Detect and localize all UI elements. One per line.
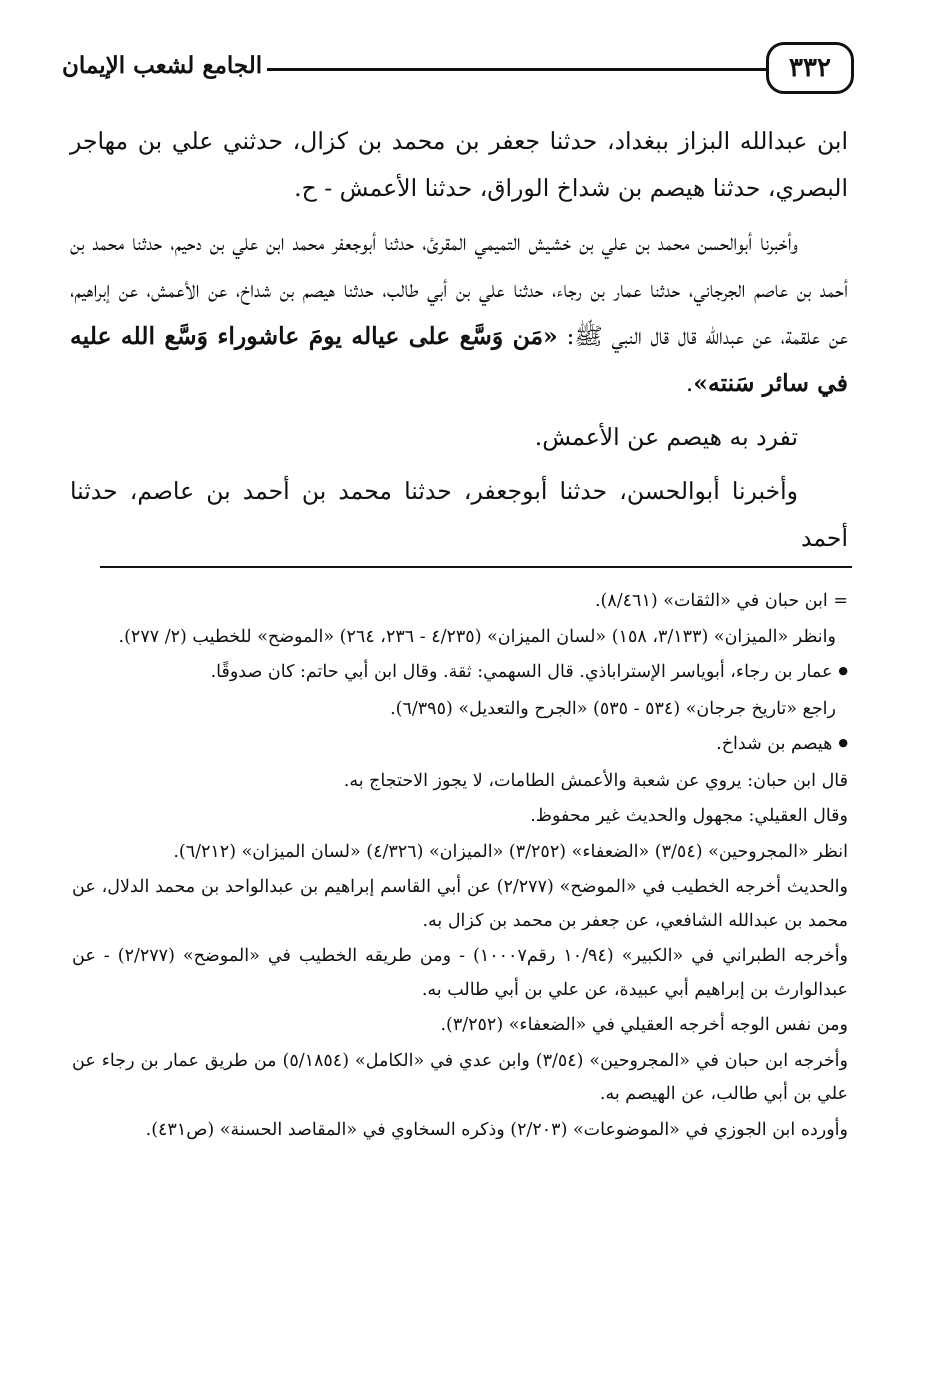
footnote-line: وأخرجه الطبراني في «الكبير» (١٠/٩٤ رقم١٠٠٠٧) - ومن طريقه الخطيب في «الموضح» (٢/٢٧٧) - عن عبدالوارث بن إبراهيم أبي عبيدة، عن علي بن أبي طالب به.	[72, 946, 849, 1000]
paragraph-1: ابن عبدالله البزاز ببغداد، حدثنا جعفر بن محمد بن كزال، حدثني علي بن مهاجر البصري، حدثنا هيصم بن شداخ الوراق، حدثنا الأعمش - ح.	[70, 127, 848, 202]
footnote-line: والحديث أخرجه الخطيب في «الموضح» (٢/٢٧٧) عن أبي القاسم إبراهيم بن عبدالواحد بن محمد الدلال، عن محمد بن عبدالله الشافعي، عن جعفر بن محمد بن كزال به.	[72, 877, 848, 931]
footnote-bullet-item: ● هيصم بن شداخ.	[72, 728, 848, 763]
paragraph-4: وأخبرنا أبوالحسن، حدثنا أبوجعفر، حدثنا محمد بن أحمد بن عاصم، حدثنا أحمد	[70, 477, 848, 552]
footnote-line: قال ابن حبان: يروي عن شعبة والأعمش الطامات، لا يجوز الاحتجاج به.	[343, 770, 848, 791]
header-rule	[267, 68, 766, 71]
main-text	[70, 118, 848, 569]
page-header	[62, 42, 854, 98]
paragraph-3: تفرد به هيصم عن الأعمش.	[534, 423, 798, 451]
footnote-line: انظر «المجروحين» (٣/٥٤) «الضعفاء» (٣/٢٥٢) «الميزان» (٤/٣٢٦) «لسان الميزان» (٦/٢١٢).	[173, 841, 848, 862]
hadith-quote: «مَن وَسَّع على عياله يومَ عاشوراء وَسَّع الله عليه في سائر سَنته»	[70, 322, 848, 397]
paragraph-2	[70, 219, 848, 407]
footnote-line: راجع «تاريخ جرجان» (٥٣٤ - ٥٣٥) «الجرح والتعديل» (٦/٣٩٥).	[390, 698, 836, 719]
page-number: ٣٣٢	[766, 42, 854, 94]
footnote-line: = ابن حبان في «الثقات» (٨/٤٦١).	[72, 585, 848, 619]
paragraph-2-end: .	[685, 369, 694, 397]
footnotes	[72, 585, 848, 1149]
running-title: الجامع لشعب الإيمان	[62, 52, 263, 79]
footnote-line: وأخرجه ابن حبان في «المجروحين» (٣/٥٤) وابن عدي في «الكامل» (٥/١٨٥٤) من طريق عمار بن رجاء عن علي بن أبي طالب، عن الهيصم به.	[72, 1050, 848, 1104]
footnote-line: وأورده ابن الجوزي في «الموضوعات» (٢/٢٠٣) وذكره السخاوي في «المقاصد الحسنة» (ص٤٣١).	[145, 1119, 848, 1140]
footnote-bullet-item: ● عمار بن رجاء، أبوياسر الإستراباذي. قال السهمي: ثقة. وقال ابن أبي حاتم: كان صدوقًا.	[72, 656, 848, 691]
isnad-text: وأخبرنا أبوالحسن محمد بن علي بن خشيش التميمي المقرئ، حدثنا أبوجعفر محمد ابن علي بن دحيم، حدثنا محمد بن أحمد بن عاصم الجرجاني، حدثنا عمار بن رجاء، حدثنا علي بن أبي طالب، حدثنا هيصم بن شداخ، عن الأعمش، عن إبراهيم، عن علقمة، عن عبدالله قال قال النبي ﷺ:	[70, 228, 848, 350]
footnote-separator	[100, 566, 852, 568]
footnote-line: وانظر «الميزان» (٣/١٣٣، ١٥٨) «لسان الميزان» (٤/٢٣٥ - ٢٣٦، ٢٦٤) «الموضح» للخطيب (٢/ ٢٧٧).	[118, 626, 836, 647]
footnote-line: ومن نفس الوجه أخرجه العقيلي في «الضعفاء» (٣/٢٥٢).	[440, 1015, 848, 1035]
footnote-line: وقال العقيلي: مجهول والحديث غير محفوظ.	[530, 806, 848, 826]
